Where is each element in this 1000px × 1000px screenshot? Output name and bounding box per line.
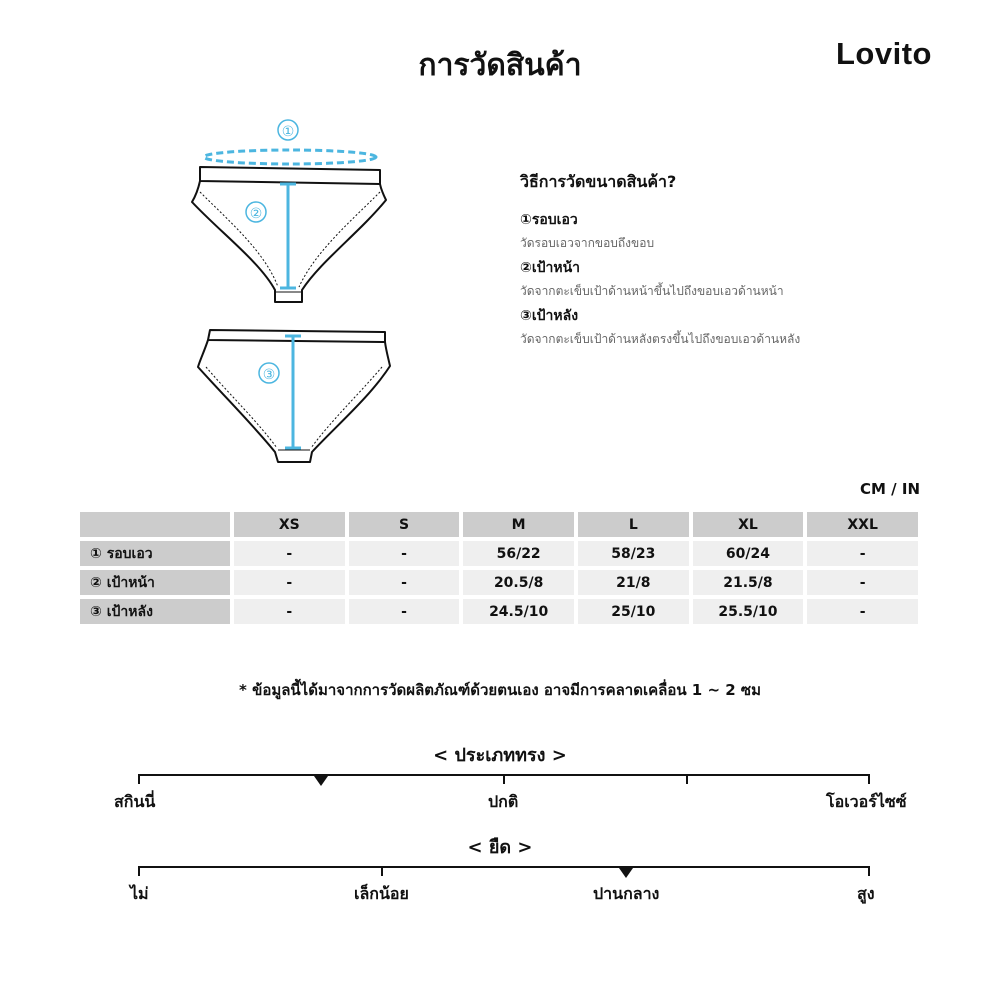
diagram-label-3: ③ <box>262 367 276 383</box>
fit-marker <box>314 776 328 786</box>
table-cell: - <box>349 570 460 595</box>
table-cell: - <box>807 599 918 624</box>
table-cell: 20.5/8 <box>463 570 574 595</box>
table-cell: - <box>234 570 345 595</box>
brand-logo: Lovito <box>836 36 932 71</box>
waist-description: วัดรอบเอวจากขอบถึงขอบ <box>520 236 655 250</box>
fit-tick <box>503 774 505 784</box>
fit-scale-title: < ประเภททรง > <box>433 745 567 766</box>
table-cell: 58/23 <box>578 541 689 566</box>
size-header: XL <box>693 512 804 537</box>
size-header: S <box>349 512 460 537</box>
table-row <box>80 599 918 624</box>
table-cell: - <box>349 599 460 624</box>
row-label: ② เป้าหน้า <box>80 570 230 595</box>
table-cell: 56/22 <box>463 541 574 566</box>
table-cell: 25.5/10 <box>693 599 804 624</box>
row-label: ③ เป้าหลัง <box>80 599 230 624</box>
table-cell: - <box>234 599 345 624</box>
size-header: L <box>578 512 689 537</box>
size-header: M <box>463 512 574 537</box>
back-rise-description: วัดจากตะเข็บเป้าด้านหลังตรงขึ้นไปถึงขอบเอวด้านหลัง <box>520 332 801 346</box>
row-label: ① รอบเอว <box>80 541 230 566</box>
fit-label-skinny: สกินนี่ <box>114 792 156 811</box>
table-cell: - <box>234 541 345 566</box>
back-rise-measure-line <box>285 336 301 448</box>
stretch-tick <box>138 866 140 876</box>
fit-label-oversize: โอเวอร์ไซซ์ <box>826 792 907 811</box>
table-cell: 24.5/10 <box>463 599 574 624</box>
stretch-scale-title: < ยืด > <box>467 837 533 858</box>
fit-tick <box>686 774 688 784</box>
table-cell: 21.5/8 <box>693 570 804 595</box>
fit-tick <box>868 774 870 784</box>
waist-measure-line <box>204 150 376 164</box>
diagram-label-2: ② <box>249 206 263 222</box>
table-cell: - <box>349 541 460 566</box>
size-header: XS <box>234 512 345 537</box>
table-cell: - <box>807 541 918 566</box>
measurement-note: * ข้อมูลนี้ได้มาจากการวัดผลิตภัณฑ์ด้วยตนเอง อาจมีการคลาดเคลื่อน 1 ~ 2 ซม <box>239 681 761 699</box>
measurement-diagram <box>180 112 410 472</box>
table-cell: 21/8 <box>578 570 689 595</box>
how-to-heading: วิธีการวัดขนาดสินค้า? <box>520 172 677 191</box>
how-to-measure <box>520 170 950 351</box>
table-header-row <box>80 512 918 537</box>
stretch-marker <box>619 868 633 878</box>
stretch-tick <box>868 866 870 876</box>
table-corner-cell <box>80 512 230 537</box>
table-cell: - <box>807 570 918 595</box>
units-label: CM / IN <box>860 480 920 498</box>
stretch-tick <box>381 866 383 876</box>
front-rise-title: ②เป้าหน้า <box>520 260 581 276</box>
fit-label-regular: ปกติ <box>488 792 519 811</box>
table-row <box>80 570 918 595</box>
table-cell: 25/10 <box>578 599 689 624</box>
waist-title: ①รอบเอว <box>520 212 578 228</box>
size-table <box>76 508 922 628</box>
stretch-label-medium: ปานกลาง <box>593 884 660 903</box>
page-title: การวัดสินค้า <box>418 48 582 83</box>
stretch-label-slight: เล็กน้อย <box>354 884 409 903</box>
table-row <box>80 541 918 566</box>
back-rise-title: ③เป้าหลัง <box>520 308 579 324</box>
fit-tick <box>138 774 140 784</box>
front-rise-description: วัดจากตะเข็บเป้าด้านหน้าขึ้นไปถึงขอบเอวด้านหน้า <box>520 284 784 298</box>
stretch-label-none: ไม่ <box>130 884 149 903</box>
size-header: XXL <box>807 512 918 537</box>
stretch-scale-line <box>138 866 870 868</box>
stretch-label-high: สูง <box>857 884 875 903</box>
table-cell: 60/24 <box>693 541 804 566</box>
diagram-label-1: ① <box>281 124 295 140</box>
front-rise-measure-line <box>280 184 296 288</box>
